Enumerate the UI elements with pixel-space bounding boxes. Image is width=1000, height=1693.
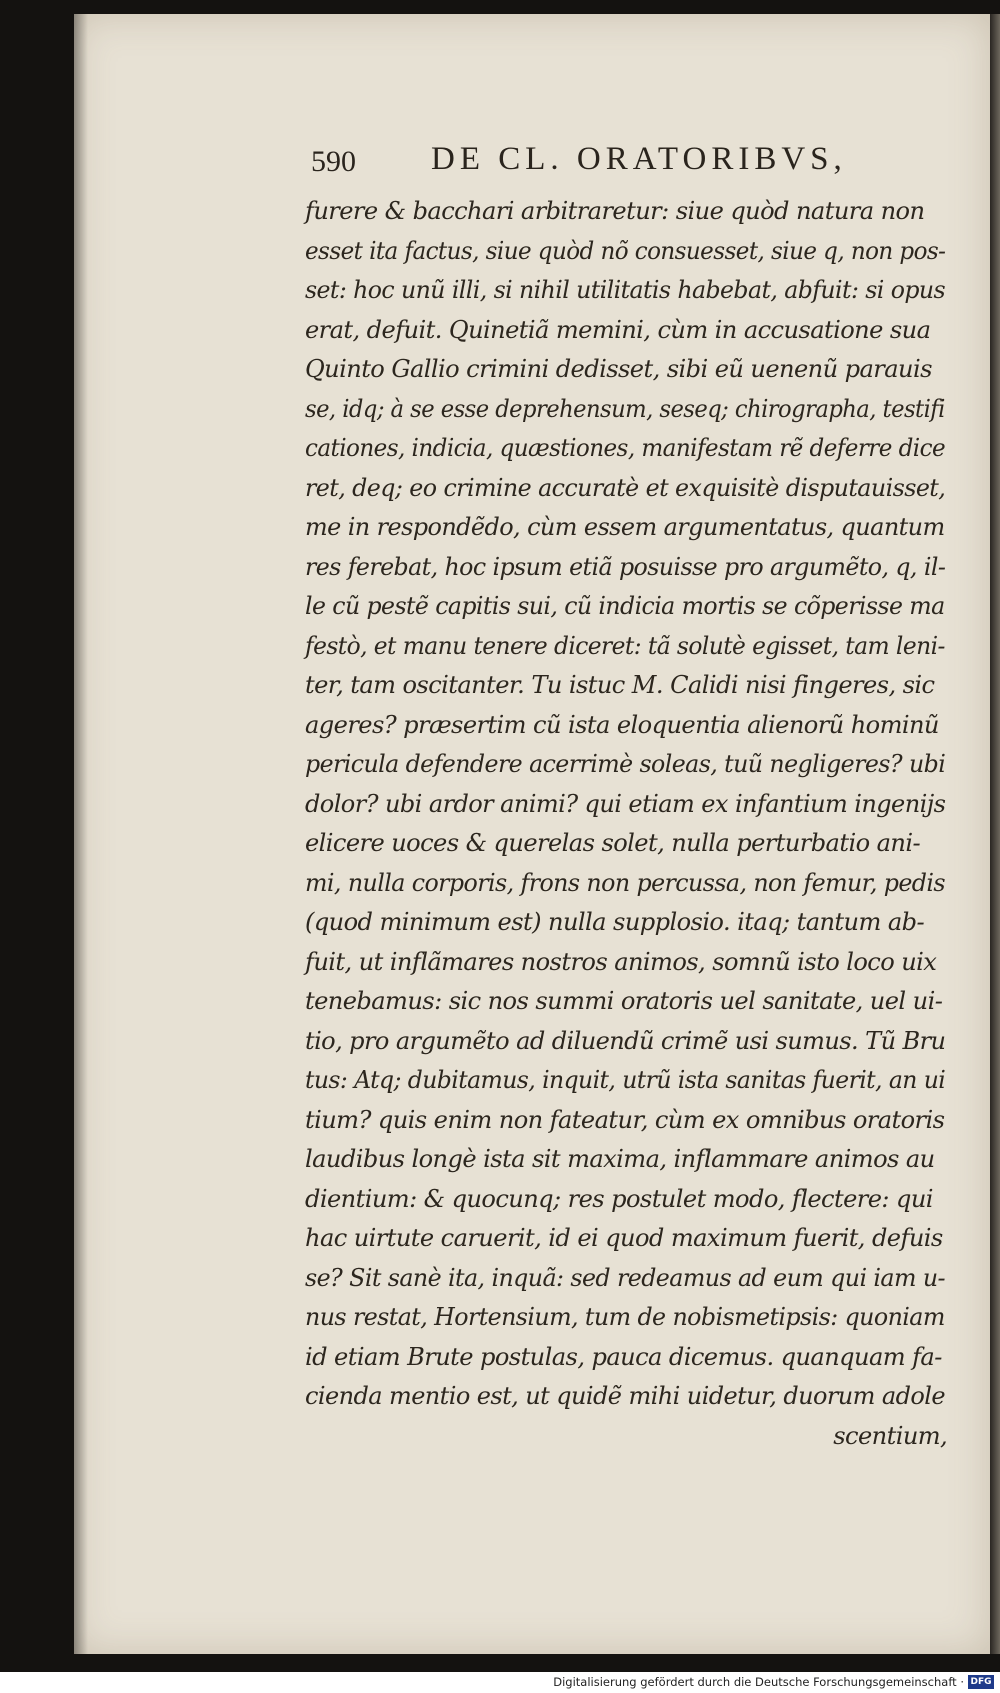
text-line: (quod minimum est) nulla supplosio. itaq; tantum ab- [305, 907, 925, 936]
text-line: tenebamus: sic nos summi oratoris uel sanitate, uel ui- [305, 986, 943, 1015]
text-line: cienda mentio est, ut quidẽ mihi uidetur, duorum adole [305, 1381, 946, 1410]
text-line: hac uirtute caruerit, id ei quod maximum fuerit, defuis [305, 1223, 943, 1252]
text-line: dolor? ubi ardor animi? qui etiam ex infantium ingenijs [305, 788, 946, 818]
text-line: ter, tam oscitanter. Tu istuc M. Calidi nisi fingeres, sic [305, 670, 935, 699]
text-line: tium? quis enim non fateatur, cùm ex omnibus oratoris [305, 1104, 945, 1134]
text-line: le cũ pestẽ capitis sui, cũ indicia mortis se cõperisse ma [305, 591, 945, 620]
dfg-logo[interactable]: DFG [968, 1675, 994, 1689]
page-header [311, 141, 911, 189]
page-edge [990, 14, 1000, 1654]
text-line: ret, deq; eo crimine accuratè et exquisitè disputauisset, [305, 472, 946, 502]
text-line: id etiam Brute postulas, pauca dicemus. quanquam fa- [305, 1341, 942, 1371]
text-line: tio, pro argumẽto ad diluendũ crimẽ usi sumus. Tũ Bru [305, 1025, 946, 1055]
text-line: dientium: & quocunq; res postulet modo, flectere: qui [305, 1183, 933, 1213]
running-title: DE CL. ORATORIBVS, [431, 141, 847, 177]
text-line: elicere uoces & querelas solet, nulla perturbatio ani- [305, 828, 921, 857]
text-line: fuit, ut inflãmares nostros animos, somnũ isto loco uix [305, 946, 937, 976]
footer-bar [0, 1672, 1000, 1693]
catchword: scentium, [833, 1420, 948, 1450]
text-line: Quinto Gallio crimini dedisset, sibi eũ uenenũ parauis [305, 354, 932, 383]
gutter-shadow [74, 14, 88, 1654]
text-line: mi, nulla corporis, frons non percussa, non femur, pedis [305, 867, 946, 897]
text-line: pericula defendere acerrimè soleas, tuũ negligeres? ubi [305, 749, 946, 778]
text-line: se? Sit sanè ita, inquã: sed redeamus ad eum qui iam u- [305, 1262, 945, 1292]
text-line: nus restat, Hortensium, tum de nobismetipsis: quoniam [305, 1302, 945, 1331]
body-text [305, 191, 955, 1455]
text-line: res ferebat, hoc ipsum etiã posuisse pro argumẽto, q, il- [305, 551, 946, 581]
text-line: se, idq; à se esse deprehensum, seseq; chirographa, testifi [305, 393, 945, 423]
text-line: cationes, indicia, quæstiones, manifestam rẽ deferre dice [305, 433, 946, 462]
text-line: laudibus longè ista sit maxima, inflammare animos au [305, 1144, 935, 1173]
text-line: me in respondẽdo, cùm essem argumentatus, quantum [305, 512, 945, 541]
text-line: set: hoc unũ illi, si nihil utilitatis habebat, abfuit: si opus [305, 275, 946, 304]
text-line: furere & bacchari arbitraretur: siue quòd natura non [305, 196, 925, 225]
text-line: esset ita factus, siue quòd nõ consuesset, siue q, non pos- [305, 235, 946, 265]
text-line: tus: Atq; dubitamus, inquit, utrũ ista sanitas fuerit, an ui [305, 1065, 946, 1094]
footer-credit: Digitalisierung gefördert durch die Deutsche Forschungsgemeinschaft · [553, 1675, 964, 1689]
text-line: ageres? præsertim cũ ista eloquentia alienorũ hominũ [305, 709, 939, 739]
text-line: erat, defuit. Quinetiã memini, cùm in accusatione sua [305, 314, 931, 344]
text-line: festò, et manu tenere diceret: tã solutè egisset, tam leni- [305, 630, 945, 660]
page-number: 590 [311, 145, 356, 178]
